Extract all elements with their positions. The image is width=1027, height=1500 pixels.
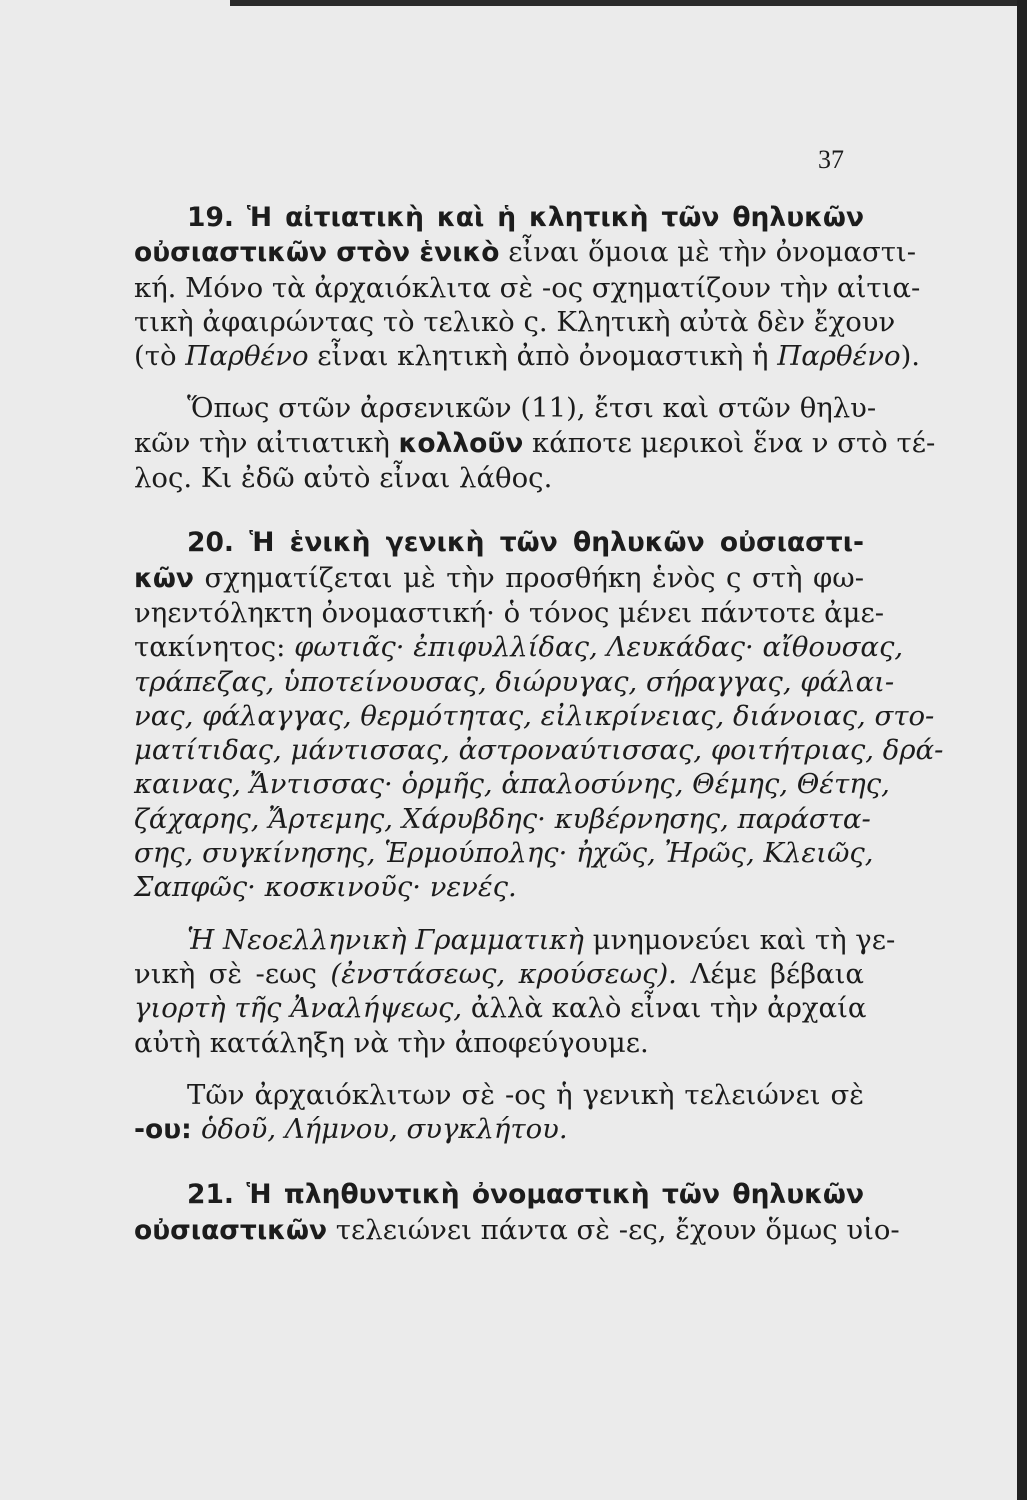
text-line <box>134 733 944 767</box>
text-run: (τὸ <box>134 340 186 373</box>
text-run: σης, συγκίνησης, Ἑρμούπολης· ἠχῶς, Ἠρῶς, Κλειῶς, <box>134 837 874 870</box>
text-run: 20. <box>187 527 250 559</box>
text-line <box>134 1213 900 1248</box>
text-run: Ἡ Νεοελληνικὴ Γραμματικὴ <box>187 923 584 956</box>
text-run: ἀλλὰ καλὸ εἶναι τὴν ἀρχαία <box>462 992 867 1025</box>
text-run: γιορτὴ τῆς <box>134 992 291 1025</box>
text-run: -ου: <box>134 1114 201 1146</box>
text-run: τελειώνει πάντα σὲ -ες, ἔχουν ὅμως υἱο- <box>327 1213 900 1246</box>
scan-edge-top <box>230 0 1027 6</box>
text-line <box>134 461 864 495</box>
text-run: Τῶν ἀρχαιόκλιτων σὲ -ος ἡ γενικὴ τελειώνει σὲ <box>187 1078 864 1111</box>
paragraph-21 <box>134 1177 900 1248</box>
text-run: κῶν τὴν αἰτιατικὴ <box>134 426 399 459</box>
text-run: τικὴ ἀφαιρώντας τὸ τελικὸ ς. Κλητικὴ αὐτὰ δὲν ἔχουν <box>134 305 896 338</box>
text-line <box>134 1078 864 1112</box>
text-run: Ἡ ἑνικὴ γενικὴ τῶν θηλυκῶν οὐσιαστι- <box>249 527 865 559</box>
text-run: μνημονεύει καὶ τὴ γε- <box>583 923 896 956</box>
text-run: 21. <box>187 1179 247 1211</box>
text-line <box>134 923 896 957</box>
text-run: ). <box>900 340 921 373</box>
text-line <box>134 802 871 836</box>
text-run: Λέμε βέβαια <box>676 957 864 990</box>
text-run: Ἡ πληθυντικὴ ὀνομαστικὴ τῶν θηλυκῶν <box>246 1179 865 1211</box>
paragraph-19-note <box>134 391 936 495</box>
text-line <box>134 767 890 801</box>
text-run: ζάχαρης, Ἄρτεμης, Χάρυβδης· κυβέρνησης, παράστα- <box>134 802 871 835</box>
text-run: κολλοῦν <box>398 427 524 459</box>
text-run: λος. Κι ἐδῶ αὐτὸ εἶναι λάθος. <box>134 462 553 495</box>
text-line <box>134 596 885 630</box>
scan-edge-right <box>1017 0 1027 1500</box>
text-run: Σαπφῶς· κοσκινοῦς· νενές. <box>134 871 517 904</box>
paragraph-19 <box>134 200 921 373</box>
text-run: (ἐνστάσεως, κρούσεως). <box>330 957 677 990</box>
text-line <box>134 235 916 270</box>
text-run: τακίνητος: <box>134 631 295 664</box>
text-line <box>134 305 896 339</box>
text-run: κή. Μόνο τὰ ἀρχαιόκλιτα σὲ -ος σχηματίζουν τὴν αἰτια- <box>134 271 921 304</box>
text-run: 19. <box>187 202 247 233</box>
text-line <box>134 1026 864 1060</box>
text-run: τράπεζας, ὑποτείνουσας, διώρυγας, σήραγγας, φάλαι- <box>134 665 895 698</box>
text-run: νηεντόληκτη ὀνομαστική· ὁ τόνος μένει πάντοτε ἀμε- <box>134 596 885 629</box>
text-run: κῶν <box>134 562 194 594</box>
text-line <box>134 1177 864 1212</box>
text-run: σχηματίζεται μὲ τὴν προσθήκη ἑνὸς ς στὴ φω- <box>193 561 864 594</box>
text-line <box>134 957 864 991</box>
paragraph-20-note <box>134 923 896 1060</box>
text-run: καινας, Ἄντισσας· ὁρμῆς, ἁπαλοσύνης, Θέμης, Θέτης, <box>134 768 890 801</box>
text-run: εἶναι ὅμοια μὲ τὴν ὀνομαστι- <box>499 236 916 269</box>
paragraph-20-archaic <box>134 1078 864 1148</box>
text-run: Ἡ αἰτιατικὴ καὶ ἡ κλητικὴ τῶν θηλυκῶν <box>246 202 864 233</box>
text-run: ὁδοῦ, Λήμνου, συγκλήτου. <box>200 1113 568 1146</box>
text-run: νας, φάλαγγας, θερμότητας, εἰλικρίνειας, διάνοιας, στο- <box>134 699 935 732</box>
text-line <box>134 665 895 699</box>
text-line <box>134 200 864 235</box>
text-run: φωτιᾶς· ἐπιφυλλίδας, Λευκάδας· αἴθουσας, <box>294 631 904 664</box>
text-line <box>134 339 921 373</box>
text-run: εἶναι κλητικὴ ἀπὸ ὀνομαστικὴ ἡ <box>308 340 778 373</box>
text-run: οὐσιαστικῶν <box>134 1214 328 1246</box>
text-line <box>134 699 935 733</box>
text-line <box>134 1112 864 1147</box>
paragraph-20 <box>134 525 944 904</box>
text-run: Παρθένο <box>185 340 309 373</box>
text-line <box>134 836 874 870</box>
text-run: Ὅπως στῶν ἀρσενικῶν (11), ἔτσι καὶ στῶν θηλυ- <box>187 392 877 425</box>
text-run: Ἀναλήψεως, <box>290 992 463 1025</box>
body-text <box>134 200 944 1248</box>
text-run: αὐτὴ κατάληξη νὰ τὴν ἀποφεύγουμε. <box>134 1026 649 1059</box>
text-line <box>134 426 936 461</box>
text-line <box>134 271 921 305</box>
text-run: ματίτιδας, μάντισσας, ἀστροναύτισσας, φοιτήτριας, δρά- <box>134 734 944 767</box>
text-line <box>134 525 864 560</box>
page-number: 37 <box>818 145 844 174</box>
text-line <box>134 561 864 596</box>
text-run: κάποτε μερικοὶ ἕνα ν στὸ τέ- <box>523 426 936 459</box>
text-run: νικὴ σὲ -εως <box>134 957 331 990</box>
text-line <box>134 391 877 425</box>
text-run: οὐσιαστικῶν στὸν ἑνικὸ <box>134 237 500 269</box>
text-line <box>134 991 867 1025</box>
text-line <box>134 870 864 904</box>
text-run: Παρθένο <box>777 340 901 373</box>
text-line <box>134 630 904 664</box>
